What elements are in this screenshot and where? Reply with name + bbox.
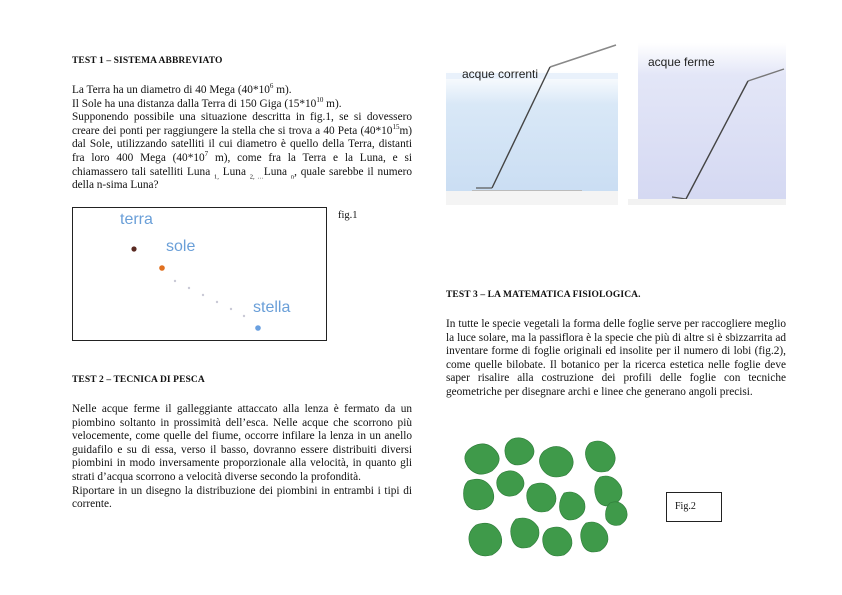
test3-text <box>446 318 786 400</box>
test3-heading-title: LA MATEMATICA FISIOLOGICA. <box>487 290 641 300</box>
test1-line3: Supponendo possibile una situazione descritta in fig.1, se si dovessero creare dei ponti per raggiungere la stella che si trova a 40 Peta <box>72 111 412 137</box>
acque-correnti-label: acque correnti <box>462 67 539 81</box>
test3-heading <box>446 290 641 300</box>
sole-label: sole <box>166 238 196 255</box>
test1-line1: La Terra ha un diametro di 40 Mega (40*10 <box>72 84 270 96</box>
test1-sup1: 6 <box>269 82 274 91</box>
stella-label: stella <box>253 299 291 316</box>
test1-sup3: 15 <box>392 123 400 132</box>
sole-dot <box>159 265 165 271</box>
test1-heading-prefix: TEST 1 – <box>72 56 112 66</box>
test1-sub1: 1, <box>214 172 219 180</box>
acque-ferme-label: acque ferme <box>648 55 715 69</box>
test3-paragraph: In tutte le specie vegetali la forma delle foglie serve per raccogliere meglio la luce solare, ma la passiflora è la specie che più di altre si è sbizzarrita ad inventare forme di foglie originali ed insolite per il numero di lobi (fig.2), come quelle bilobate. Il botanico per la ricerca estetica nelle foglie deve saper risalire alla costruzione dei profili delle foglie con tecniche geometriche per disegnare archi e linee che generano angoli precisi. <box>446 318 786 398</box>
figure1-box <box>72 207 327 341</box>
stella-dot <box>255 325 261 331</box>
test3-heading-prefix: TEST 3 – <box>446 290 486 300</box>
test1-line4b: m) dal Sole, utilizzando satelliti il cui diametro è quello della Terra, distanti fra loro 400 Mega (40*10 <box>72 124 413 164</box>
passiflora-leaves-image <box>440 433 640 569</box>
test1-heading <box>72 56 223 66</box>
test1-line4: (40*10 <box>360 124 393 137</box>
test2-text <box>72 403 412 512</box>
test1-line2: Il Sole ha una distanza dalla Terra di 150 Giga (15*10 <box>72 97 317 110</box>
test1-line5a: Luna <box>218 165 250 178</box>
photo-acque-ferme <box>628 43 786 205</box>
test1-line4c: m), come fra la Terra e la Luna, e si chiamassero tali satelliti Luna <box>72 151 412 178</box>
figure1-diagram <box>73 208 326 340</box>
test1-heading-title: SISTEMA ABBREVIATO <box>113 56 223 66</box>
test2-heading <box>72 375 205 385</box>
test1-subn: n <box>290 172 295 180</box>
test1-line1-end: m). <box>273 84 292 96</box>
test1-line5b: Luna <box>263 165 291 178</box>
test1-sub2: 2, … <box>249 172 264 180</box>
terra-label: terra <box>120 211 153 228</box>
test1-sup4: 7 <box>204 150 209 159</box>
figure1-label: fig.1 <box>338 210 358 221</box>
test2-paragraph2: Riportare in un disegno la distribuzione dei piombini in entrambi i tipi di corrente. <box>72 484 412 511</box>
test1-text <box>72 84 412 193</box>
test2-heading-title: TECNICA DI PESCA <box>113 375 205 385</box>
test1-line2-end: m). <box>323 97 342 110</box>
figure2-label-box <box>666 492 722 522</box>
terra-dot <box>131 246 136 251</box>
test1-line5c: , quale sarebbe il numero della n-sima Luna? <box>72 165 412 192</box>
satellite-dots <box>174 280 245 317</box>
test1-sup2: 10 <box>316 95 324 104</box>
photo-acque-correnti <box>446 43 618 205</box>
leaves-illustration <box>440 433 640 569</box>
test2-heading-prefix: TEST 2 – <box>72 375 112 385</box>
test2-paragraph: Nelle acque ferme il galleggiante attaccato alla lenza è fermato da un piombino soltanto in prossimità dell’esca. Nelle acque che scorrono più velocemente, come quelle del fiume, occorre infilare la lenza in un anello guidafilo e su di essa, verso il basso, dovranno essere distribuiti diversi piombini in modo inversamente proporzionale alla velocità, in quanto gli strati d’acqua scorrono a velocità diverse secondo la profondità. <box>72 403 412 483</box>
figure2-label: Fig.2 <box>675 501 696 512</box>
